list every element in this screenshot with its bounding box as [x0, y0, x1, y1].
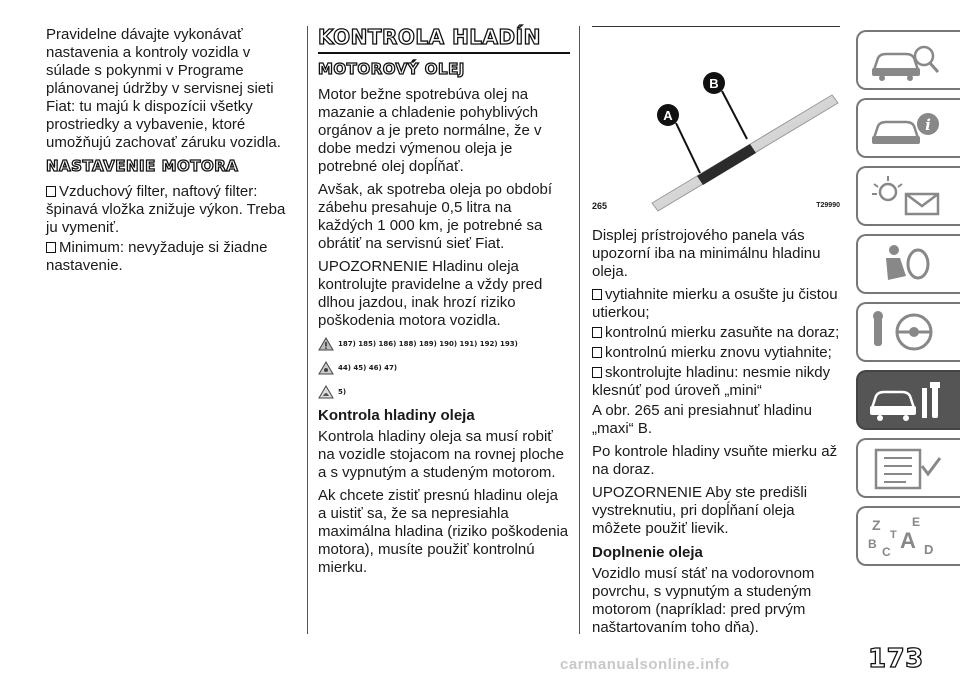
list-item: Vzduchový filter, naftový filter: špinavá vložka znižuje výkon. Treba ju vymeniť.: [46, 183, 286, 236]
section-heading-engine: NASTAVENIE MOTORA: [46, 157, 239, 175]
svg-text:C: C: [882, 545, 891, 558]
paragraph: Ak chcete zistiť presnú hladinu oleja a uistiť sa, že sa nepresiahla maximálna hladina (riziko poškodenia motora), musíte použiť kontrolnú mierku.: [318, 487, 569, 576]
column-right: [592, 26, 842, 642]
svg-text:E: E: [912, 515, 921, 529]
list-item: vytiahnite mierku a osušte ju čistou utierkou;: [592, 286, 838, 321]
car-info-icon[interactable]: [856, 98, 960, 158]
dipstick-figure: [592, 26, 840, 219]
paragraph: Kontrola hladiny oleja sa musí robiť na vozidle stojacom na rovnej ploche a s vypnutým a studeným motorom.: [318, 428, 564, 481]
paragraph: Motor bežne spotrebúva olej na mazanie a chladenie pohyblivých orgánov a je preto normálne, že v dobe medzi výmenou oleja je potrebné olej dopĺňať.: [318, 86, 542, 175]
checkbox-bullet-icon: [592, 327, 602, 338]
label-b: B: [709, 76, 719, 91]
steering-wheel-key-icon[interactable]: [856, 302, 960, 362]
dipstick-illustration: [592, 27, 840, 219]
car-wrench-icon[interactable]: [856, 370, 960, 430]
list-item: Minimum: nevyžaduje si žiadne nastavenie.: [46, 239, 268, 274]
warning-lights-icon[interactable]: [856, 166, 960, 226]
alphabet-index-icon[interactable]: [856, 506, 960, 566]
column-middle: [318, 24, 570, 582]
airbag-icon[interactable]: [856, 234, 960, 294]
list-item: skontrolujte hladinu: nesmie nikdy klesnúť pod úroveň „mini“: [592, 364, 831, 399]
paragraph: Avšak, ak spotreba oleja po období zábehu presahuje 0,5 litra na každých 1 000 km, je potrebné sa obrátiť na servisnú sieť Fiat.: [318, 181, 553, 252]
intro-paragraph: Pravidelne dávajte vykonávať nastavenia a kontroly vozidla v súlade s pokynmi v Programe plánovanej údržby v servisnej sieti Fiat: tu majú k dispozícii všetky prostriedky a vybavenie, ktoré umožňujú zachovať záruku vozidla.: [46, 26, 281, 151]
page-title: KONTROLA HLADÍN: [318, 28, 570, 54]
watermark-text: carmanualsonline.info: [560, 656, 730, 673]
caution-triangle-icon: [318, 361, 334, 375]
figure-number: 265: [592, 201, 608, 211]
paragraph: Vozidlo musí stáť na vodorovnom povrchu, s vypnutým a studeným motorom (napríklad: pred prvým naštartovaním toho dňa).: [592, 565, 815, 636]
warning-paragraph: UPOZORNENIE Aby ste predišli vystreknutiu, pri dopĺňaní oleja môžete použiť lievik.: [592, 484, 808, 537]
subheading-oil-check: Kontrola hladiny oleja: [318, 407, 475, 424]
svg-text:A: A: [900, 528, 916, 553]
paragraph: Displej prístrojového panela vás upozorní iba na minimálnu hladinu oleja.: [592, 227, 821, 280]
hazard-triangle-icon: [318, 337, 334, 351]
column-divider: [307, 26, 308, 634]
checkbox-bullet-icon: [592, 347, 602, 358]
page-number: 173: [868, 644, 924, 674]
list-item: kontrolnú mierku znovu vytiahnite;: [592, 344, 842, 362]
paragraph: Po kontrole hladiny vsuňte mierku až na doraz.: [592, 443, 838, 478]
checkbox-bullet-icon: [46, 242, 56, 253]
section-heading-oil: MOTOROVÝ OLEJ: [318, 60, 465, 78]
column-divider: [579, 26, 580, 634]
column-left: [46, 26, 298, 277]
paragraph: A obr. 265 ani presiahnuť hladinu „maxi“ B.: [592, 402, 812, 437]
list-item: kontrolnú mierku zasuňte na doraz;: [592, 324, 842, 342]
environment-triangle-icon: [318, 385, 334, 399]
checkbox-bullet-icon: [592, 289, 602, 300]
warning-paragraph: UPOZORNENIE Hladinu oleja kontrolujte pravidelne a vždy pred dlhou jazdou, inak hrozí riziko poškodenia motora vozidla.: [318, 258, 543, 329]
svg-text:i: i: [925, 116, 931, 134]
warning-reference-row: 187) 185) 186) 188) 189) 190) 191) 192) 193): [318, 335, 570, 353]
svg-text:Z: Z: [872, 517, 881, 533]
subheading-oil-refill: Doplnenie oleja: [592, 544, 703, 561]
warning-reference-row: 5): [318, 383, 570, 401]
figure-code: T29990: [816, 202, 840, 209]
car-search-icon[interactable]: [856, 30, 960, 90]
svg-text:D: D: [924, 542, 934, 557]
checkbox-bullet-icon: [592, 367, 602, 378]
label-a: A: [663, 108, 673, 123]
checklist-icon[interactable]: [856, 438, 960, 498]
svg-text:T: T: [890, 529, 897, 541]
warning-reference-row: 44) 45) 46) 47): [318, 359, 570, 377]
checkbox-bullet-icon: [46, 186, 56, 197]
svg-text:B: B: [868, 537, 877, 551]
